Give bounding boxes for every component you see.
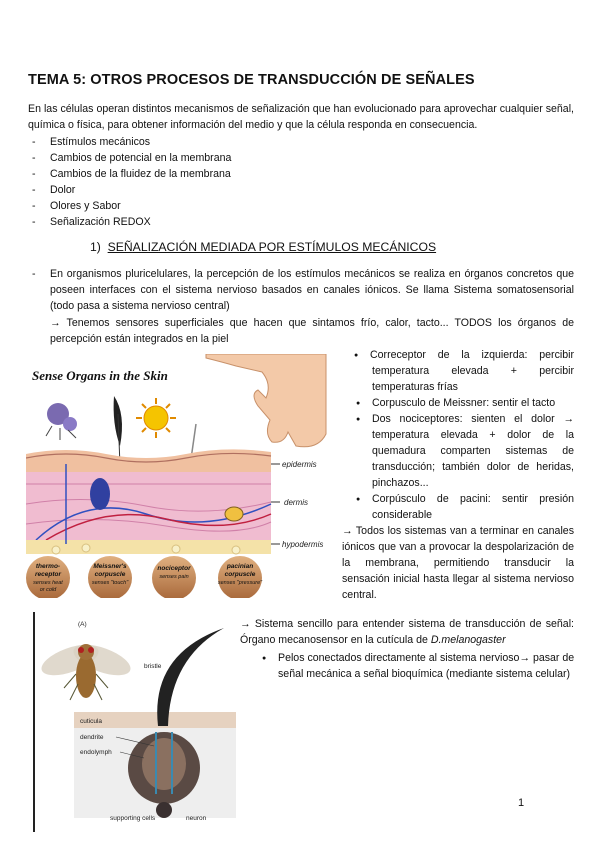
panel-label: (A) (78, 621, 87, 628)
list-item: - Estímulos mecánicos (28, 134, 568, 150)
section-body (28, 266, 574, 314)
svg-text:nociceptor: nociceptor (157, 565, 191, 572)
page-number: 1 (518, 797, 525, 809)
side-rule (33, 612, 35, 832)
note-meissner: ● Corpusculo de Meissner: sentir el tacto (356, 395, 574, 411)
svg-text:senses "touch": senses "touch" (91, 580, 129, 586)
bug-icon (46, 403, 77, 440)
fly-paragraph: → Sistema sencillo para entender sistema de transducción de señal: Órgano mecanosensor en la cutícula de D.melanogaster (240, 618, 574, 646)
svg-text:pacinian: pacinian (226, 563, 254, 570)
svg-text:receptor: receptor (34, 571, 62, 578)
hand-illustration (206, 354, 326, 447)
label-epidermis: epidermis (282, 460, 317, 469)
list-item: - Señalización REDOX (28, 214, 568, 230)
label-bristle: bristle (144, 663, 162, 670)
note-correceptor: ● Correceptor de la izquierda: percibir temperatura elevada + percibir temperaturas frías (356, 347, 574, 395)
svg-text:senses "pressure": senses "pressure" (217, 580, 263, 586)
list-item: - Dolor (28, 182, 568, 198)
sun-icon (136, 398, 176, 438)
skin-sense-organs-figure (26, 354, 336, 598)
note-pacini: ● Corpúsculo de pacini: sentir presión considerable (356, 491, 574, 523)
svg-text:senses heat: senses heat (33, 580, 63, 586)
section-heading (90, 240, 436, 254)
paragraph-pluricelulares: - En organismos pluricelulares, la percepción de los estímulos mecánicos se realiza en órganos concretos que poseen interfaces con el sistema nervioso basados en canales iónicos. Se llama Sistema somatosensorial (todo pasa a sistema nervioso central) (28, 266, 574, 314)
figure-title: Sense Organs in the Skin (32, 368, 168, 383)
meissner-structure (90, 478, 110, 510)
note-canales-ionicos: → Todos los sistemas van a terminar en canales iónicos que van a provocar la despolarización de la membrana, permitiendo transducir la sensación inicial hasta llegar al sistema nervioso central. (342, 525, 574, 601)
receptor-meissner (88, 556, 132, 598)
note-nociceptores: ● Dos nociceptores: sienten el dolor → temperatura elevada + dolor de la quemadura comparten sistemas de transducción; también dolor de heridas, pinchazos... (356, 411, 574, 491)
paragraph-sensores: → Tenemos sensores superficiales que hacen que sintamos frío, calor, tacto... TODOS los órganos de percepción están integrados en la piel (50, 317, 574, 345)
section-number: 1) (90, 240, 101, 254)
svg-text:senses pain: senses pain (159, 574, 189, 580)
section-title: SEÑALIZACIÓN MEDIADA POR ESTÍMULOS MECÁNICOS (107, 240, 437, 254)
fly-icon (40, 638, 134, 700)
label-endolymph: endolymph (80, 749, 112, 756)
label-neuron: neuron (186, 815, 207, 822)
list-item: - Cambios de la fluidez de la membrana (28, 166, 568, 182)
skin-notes (342, 347, 574, 603)
label-cuticula: cuticula (80, 718, 103, 725)
label-supporting-cells: supporting cells (110, 815, 156, 822)
svg-text:corpuscle: corpuscle (94, 571, 126, 578)
list-item: - Olores y Sabor (28, 198, 568, 214)
list-item: - Cambios de potencial en la membrana (28, 150, 568, 166)
bristle-shape (157, 628, 224, 726)
epidermis-layer (26, 449, 271, 472)
label-hypodermis: hypodermis (282, 540, 324, 549)
intro-paragraph: En las células operan distintos mecanismos de señalización que han evolucionado para aprovechar cualquier señal, química o física, para obtener información del medio y que la célula responda en consecuencia. (28, 103, 574, 131)
page-title: TEMA 5: OTROS PROCESOS DE TRANSDUCCIÓN DE SEÑALES (28, 72, 475, 88)
receptor-pacinian (218, 556, 263, 598)
topic-list (28, 134, 568, 230)
drosophila-mechanosensor-figure (40, 614, 236, 822)
fly-bullet: ● Pelos conectados directamente al sistema nervioso→ pasar de señal mecánica a señal bioquímica (mediante sistema celular) (262, 650, 578, 682)
receptor-nociceptor (152, 556, 196, 598)
label-dendrite: dendrite (80, 734, 104, 741)
label-dermis: dermis (284, 498, 309, 507)
svg-text:corpuscle: corpuscle (224, 571, 256, 578)
svg-text:or cold: or cold (39, 587, 57, 593)
species-name: D.melanogaster (430, 634, 506, 646)
svg-text:Meissner's: Meissner's (93, 563, 127, 570)
receptor-thermo (26, 556, 70, 598)
svg-text:thermo-: thermo- (35, 563, 61, 570)
